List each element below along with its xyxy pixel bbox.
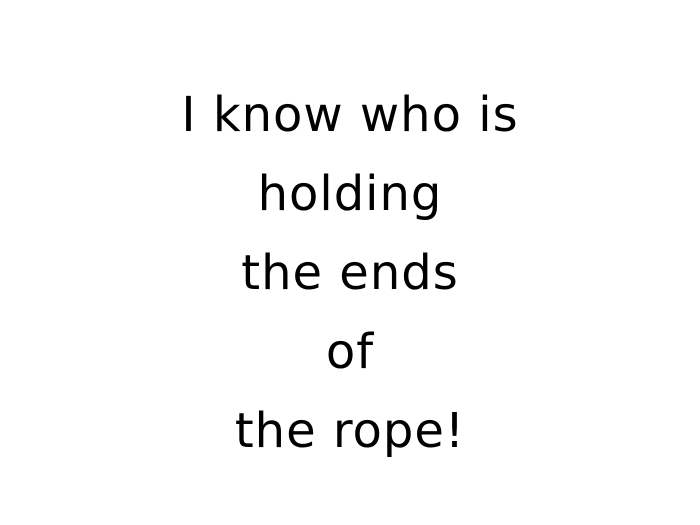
text-line-4: of [325, 324, 375, 380]
text-line-3: the ends [241, 245, 459, 301]
text-line-1: I know who is [181, 87, 519, 143]
text-line-5: the rope! [234, 403, 466, 459]
text-line-2: holding [257, 166, 443, 222]
text-block [0, 76, 700, 471]
